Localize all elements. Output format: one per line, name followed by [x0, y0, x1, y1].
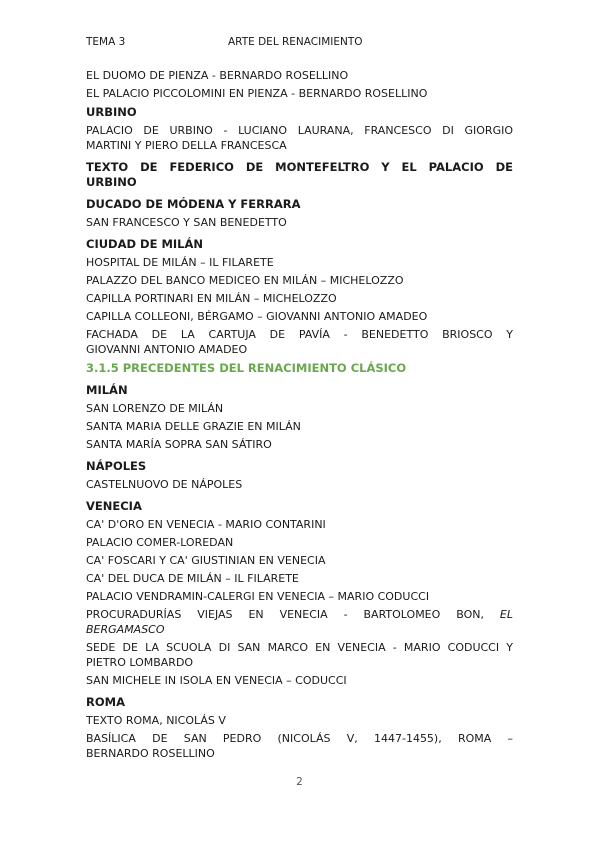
- list-item: GIOVANNI ANTONIO AMADEO: [86, 343, 248, 356]
- list-item: FACHADA DE LA CARTUJA DE PAVÍA - BENEDETTO BRIOSCO Y: [86, 328, 513, 341]
- page-number: 2: [296, 776, 303, 788]
- header-title: ARTE DEL RENACIMIENTO: [228, 36, 363, 48]
- page-header: [86, 36, 516, 50]
- heading-modena: DUCADO DE MÓDENA Y FERRARA: [86, 197, 301, 211]
- list-item: SEDE DE LA SCUOLA DI SAN MARCO EN VENECIA - MARIO CODUCCI Y: [86, 641, 513, 654]
- list-item-text: PROCURADURÍAS VIEJAS EN VENECIA - BARTOLOMEO BON,: [86, 608, 484, 621]
- heading-texto-federico-cont: URBINO: [86, 175, 137, 189]
- list-item: CASTELNUOVO DE NÁPOLES: [86, 478, 243, 491]
- list-item: SAN MICHELE IN ISOLA EN VENECIA – CODUCCI: [86, 674, 347, 687]
- list-item: PALACIO COMER-LOREDAN: [86, 536, 234, 549]
- list-item: [86, 607, 513, 622]
- list-item: EL PALACIO PICCOLOMINI EN PIENZA - BERNARDO ROSELLINO: [86, 87, 428, 100]
- heading-ciudad-milan: CIUDAD DE MILÁN: [86, 237, 204, 251]
- heading-roma: ROMA: [86, 695, 125, 709]
- list-item: SAN LORENZO DE MILÁN: [86, 402, 224, 415]
- list-item: PIETRO LOMBARDO: [86, 656, 194, 669]
- list-item: PALACIO VENDRAMIN-CALERGI EN VENECIA – MARIO CODUCCI: [86, 590, 430, 603]
- list-item: SANTA MARIA DELLE GRAZIE EN MILÁN: [86, 420, 301, 433]
- list-item: SANTA MARÍA SOPRA SAN SÁTIRO: [86, 438, 272, 451]
- heading-venecia: VENECIA: [86, 499, 142, 513]
- list-item: EL DUOMO DE PIENZA - BERNARDO ROSELLINO: [86, 69, 349, 82]
- header-topic: TEMA 3: [86, 36, 126, 48]
- list-item: BERNARDO ROSELLINO: [86, 747, 215, 760]
- list-item-italic-cont: BERGAMASCO: [86, 623, 165, 636]
- list-item-italic: EL: [499, 608, 513, 621]
- list-item: HOSPITAL DE MILÁN – IL FILARETE: [86, 256, 274, 269]
- heading-napoles: NÁPOLES: [86, 459, 147, 473]
- list-item: MARTINI Y PIERO DELLA FRANCESCA: [86, 139, 287, 152]
- list-item: CA' D'ORO EN VENECIA - MARIO CONTARINI: [86, 518, 326, 531]
- list-item: CA' FOSCARI Y CA' GIUSTINIAN EN VENECIA: [86, 554, 326, 567]
- list-item: PALACIO DE URBINO - LUCIANO LAURANA, FRANCESCO DI GIORGIO: [86, 124, 513, 137]
- list-item: CAPILLA COLLEONI, BÉRGAMO – GIOVANNI ANTONIO AMADEO: [86, 310, 428, 323]
- list-item: CA' DEL DUCA DE MILÁN – IL FILARETE: [86, 572, 299, 585]
- list-item: PALAZZO DEL BANCO MEDICEO EN MILÁN – MICHELOZZO: [86, 274, 404, 287]
- section-title: 3.1.5 PRECEDENTES DEL RENACIMIENTO CLÁSICO: [86, 361, 407, 375]
- heading-texto-federico: TEXTO DE FEDERICO DE MONTEFELTRO Y EL PALACIO DE: [86, 160, 513, 174]
- document-body: [86, 68, 513, 764]
- list-item: TEXTO ROMA, NICOLÁS V: [86, 714, 226, 727]
- heading-urbino: URBINO: [86, 105, 137, 119]
- list-item: CAPILLA PORTINARI EN MILÁN – MICHELOZZO: [86, 292, 337, 305]
- list-item: BASÍLICA DE SAN PEDRO (NICOLÁS V, 1447-1455), ROMA –: [86, 732, 513, 745]
- list-item: SAN FRANCESCO Y SAN BENEDETTO: [86, 216, 287, 229]
- heading-milan: MILÁN: [86, 383, 128, 397]
